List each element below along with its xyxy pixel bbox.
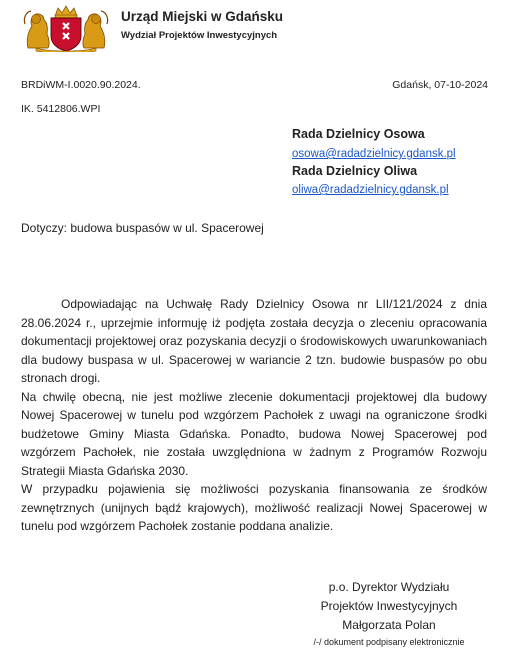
electronic-signature-note: /-/ dokument podpisany elektronicznie bbox=[313, 637, 465, 647]
letter-body bbox=[21, 295, 487, 536]
body-paragraph: Na chwilę obecną, nie jest możliwe zlecenie dokumentacji projektowej dla budowy Nowej Spacerowej w tunelu pod wzgórzem Pachołek z uwagi na ograniczone środki budżetowe Gminy Miasta Gdańska. Ponadto, budowa Nowej Spacerowej pod wzgórzem Pachołek, nie została uwzględniona w żadnym z Programów Rozwoju Strategii Miasta Gdańska 2030. bbox=[21, 389, 487, 478]
letter-subject: Dotyczy: budowa buspasów w ul. Spacerowej bbox=[21, 221, 264, 235]
case-number: IK. 5412806.WPI bbox=[21, 103, 101, 115]
department-name: Wydział Projektów Inwestycyjnych bbox=[121, 30, 278, 41]
recipient-email-osowa[interactable]: osowa@radadzielnicy.gdansk.pl bbox=[292, 148, 456, 160]
recipient-name-oliwa: Rada Dzielnicy Oliwa bbox=[292, 164, 418, 178]
place-and-date: Gdańsk, 07-10-2024 bbox=[392, 79, 488, 91]
organization-name: Urząd Miejski w Gdańsku bbox=[121, 9, 284, 24]
signatory-title: p.o. Dyrektor Wydziału bbox=[328, 580, 450, 594]
gdansk-coat-of-arms-icon bbox=[22, 4, 110, 52]
signatory-name: Małgorzata Polan bbox=[342, 618, 436, 632]
body-paragraph: W przypadku pojawienia się możliwości pozyskania finansowania ze środków zewnętrznych (unijnych bądź krajowych), możliwość realizacji Nowej Spacerowej w tunelu pod wzgórzem Pachołek zostanie poddana analizie. bbox=[21, 482, 487, 533]
signatory-department: Projektów Inwestycyjnych bbox=[320, 599, 458, 613]
recipient-email-oliwa[interactable]: oliwa@radadzielnicy.gdansk.pl bbox=[292, 184, 449, 196]
recipient-name-osowa: Rada Dzielnicy Osowa bbox=[292, 127, 425, 141]
body-paragraph: Odpowiadając na Uchwałę Rady Dzielnicy Osowa nr LII/121/2024 z dnia 28.06.2024 r., uprzejmie informuję iż podjęta została decyzja o zleceniu opracowania dokumentacji projektowej oraz pozyskania decyzji o środowiskowych uwarunkowaniach dla budowy buspasa w ul. Spacerowej w wariancie 2 tzn. budowie buspasów po obu stronach drogi. bbox=[21, 297, 487, 385]
reference-number: BRDiWM-I.0020.90.2024. bbox=[21, 79, 141, 91]
